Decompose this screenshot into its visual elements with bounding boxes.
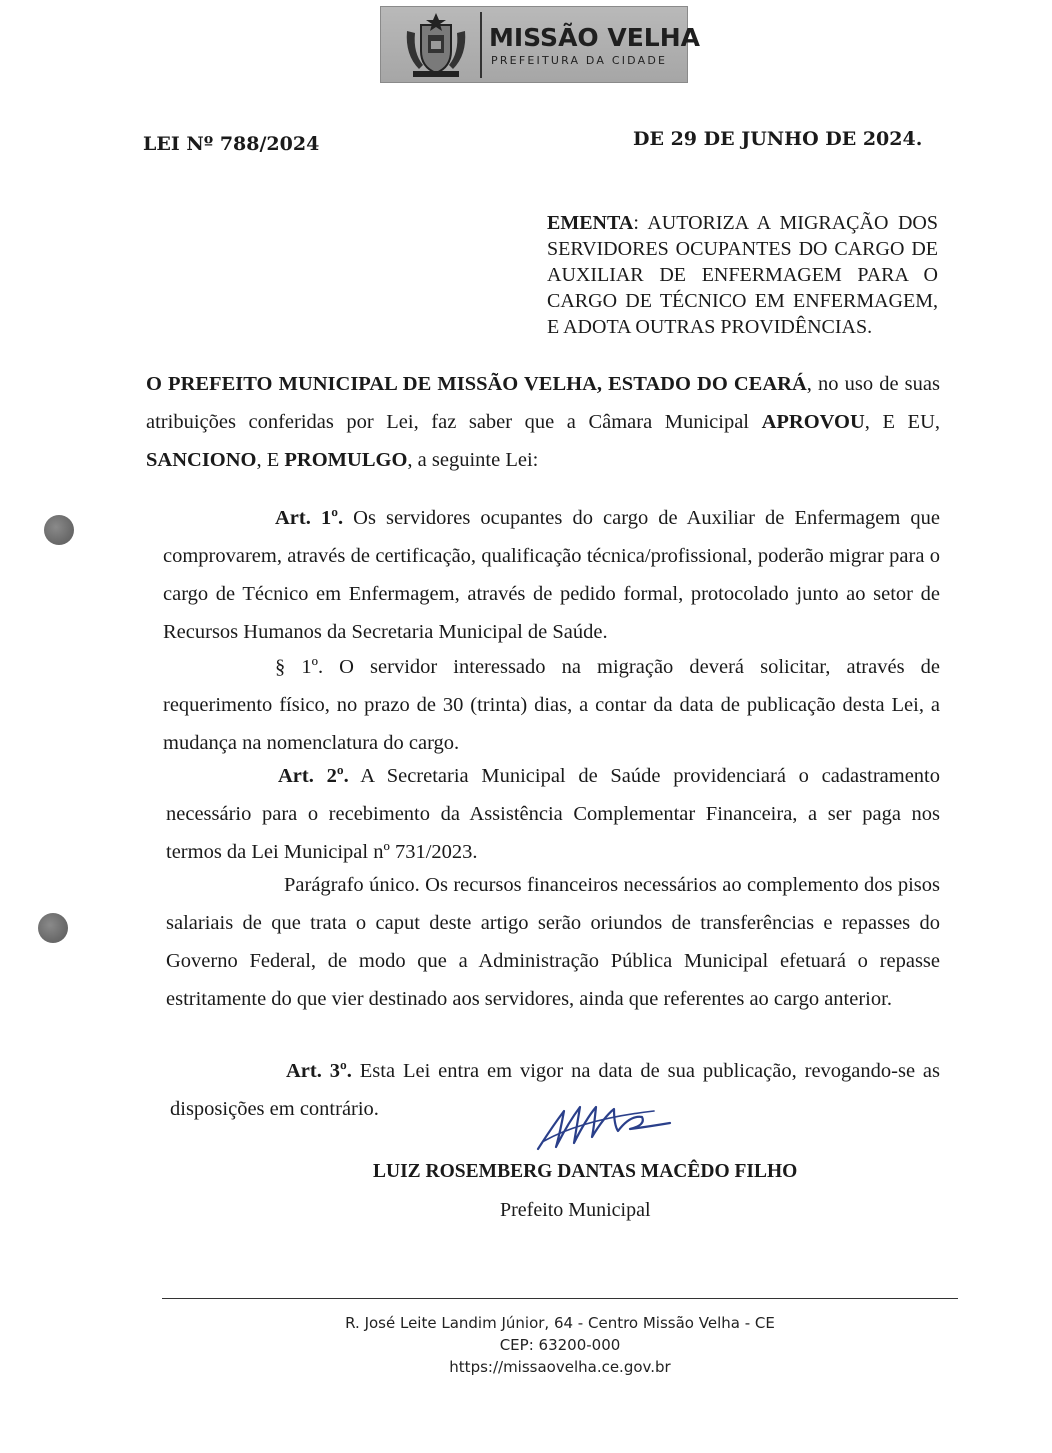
signer-role: Prefeito Municipal — [500, 1199, 651, 1221]
preamble-text-2: , E EU, — [864, 411, 940, 433]
signer-name: LUIZ ROSEMBERG DANTAS MACÊDO FILHO — [373, 1161, 798, 1182]
preamble-text-1: , no uso de suas atribuições conferidas por Lei, faz saber que a Câmara Municipal — [146, 373, 940, 433]
punch-hole — [44, 515, 74, 545]
article-2-text: A Secretaria Municipal de Saúde providenciará o cadastramento necessário para o recebimento da Assistência Complementar Financeira, a ser paga nos termos da Lei Municipal nº 731/2023. — [166, 765, 940, 863]
article-3-text: Esta Lei entra em vigor na data de sua publicação, revogando-se as disposições em contrário. — [170, 1060, 941, 1120]
paragraph-1: § 1º. O servidor interessado na migração deverá solicitar, através de requerimento físico, no prazo de 30 (trinta) dias, a contar da data de publicação desta Lei, a mudança na nomenclatura do cargo. — [163, 656, 940, 754]
preamble-bold-1: O PREFEITO MUNICIPAL DE MISSÃO VELHA, ESTADO DO CEARÁ — [146, 373, 807, 395]
article-3-label: Art. 3º. — [286, 1060, 352, 1082]
article-1-label: Art. 1º. — [275, 507, 344, 529]
preamble-text-3: , E — [256, 449, 285, 471]
ementa — [547, 210, 938, 340]
law-date: DE 29 DE JUNHO DE 2024. — [633, 128, 923, 150]
article-2 — [166, 757, 940, 871]
preamble-text-4: , a seguinte Lei: — [407, 449, 539, 471]
handwritten-signature-icon — [534, 1097, 674, 1157]
logo-divider — [480, 12, 482, 78]
law-number: LEI Nº 788/2024 — [143, 133, 320, 155]
municipal-coat-of-arms-icon — [401, 11, 471, 79]
preamble-bold-2: APROVOU — [761, 411, 865, 433]
article-2-label: Art. 2º. — [278, 765, 349, 787]
preamble-bold-4: PROMULGO — [284, 449, 408, 471]
article-1 — [163, 499, 940, 651]
footer — [300, 1312, 820, 1378]
footer-divider — [162, 1298, 958, 1299]
logo-subtitle: PREFEITURA DA CIDADE — [491, 54, 668, 67]
footer-url[interactable]: https://missaovelha.ce.gov.br — [449, 1358, 671, 1376]
footer-cep: CEP: 63200-000 — [499, 1336, 621, 1354]
article-1-text: Os servidores ocupantes do cargo de Auxiliar de Enfermagem que comprovarem, através de certificação, qualificação técnica/profissional, poderão migrar para o cargo de Técnico em Enfermagem, através de pedido formal, protocolado junto ao setor de Recursos Humanos da Secretaria Municipal de Saúde. — [163, 507, 940, 643]
sole-paragraph: Parágrafo único. Os recursos financeiros necessários ao complemento dos pisos salariais de que trata o caput deste artigo serão oriundos de transferências e repasses do Governo Federal, de modo que a Administração Pública Municipal efetuará o repasse estritamente do que vier destinado aos servidores, ainda que referentes ao cargo anterior. — [166, 874, 940, 1010]
city-logo — [380, 6, 700, 83]
footer-address: R. José Leite Landim Júnior, 64 - Centro Missão Velha - CE — [345, 1314, 775, 1332]
logo-name: MISSÃO VELHA — [489, 23, 700, 52]
preamble-bold-3: SANCIONO — [146, 449, 257, 471]
punch-hole — [38, 913, 68, 943]
preamble — [146, 365, 940, 479]
ementa-text: : AUTORIZA A MIGRAÇÃO DOS SERVIDORES OCUPANTES DO CARGO DE AUXILIAR DE ENFERMAGEM PARA O CARGO DE TÉCNICO EM ENFERMAGEM, E ADOTA OUTRAS PROVIDÊNCIAS. — [547, 212, 938, 338]
ementa-label: EMENTA — [547, 212, 634, 234]
